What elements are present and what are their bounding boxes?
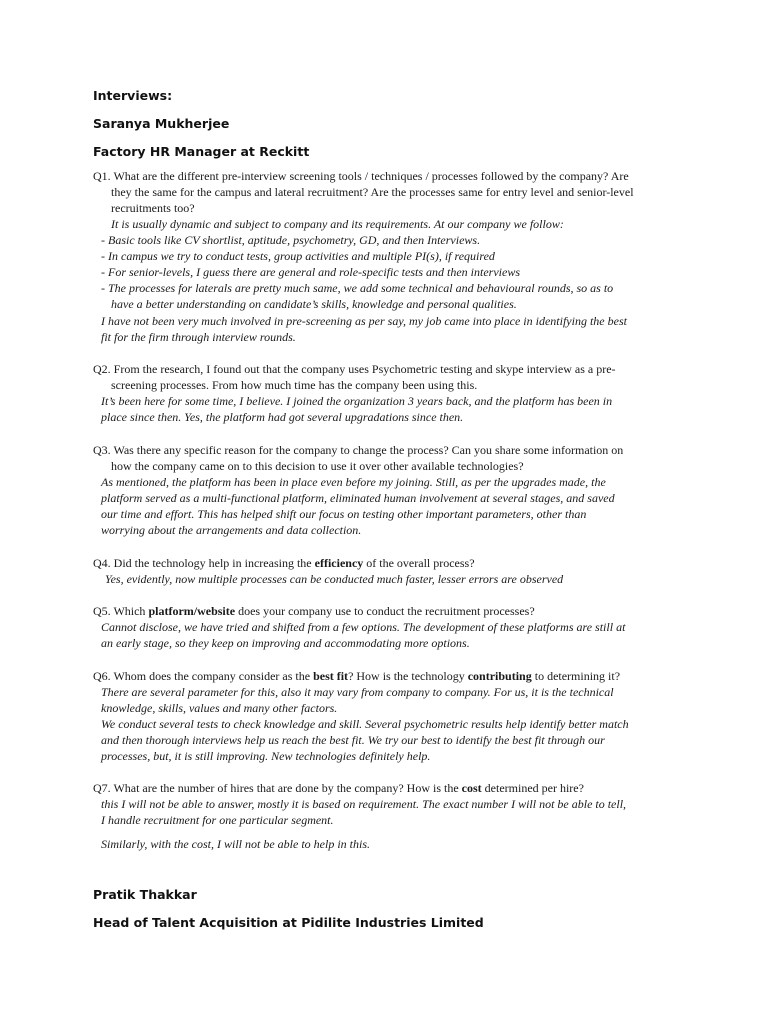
q7-question: Q7. What are the number of hires that are done by the company? How is the cost determined per hire? <box>93 781 584 795</box>
q1-answer-line: - Basic tools like CV shortlist, aptitude, psychometry, GD, and then Interviews. <box>101 233 481 247</box>
q6-answer-line: knowledge, skills, values and many other factors. <box>101 701 338 715</box>
q3-answer-line: As mentioned, the platform has been in place even before my joining. Still, as per the upgrades made, the <box>101 475 606 489</box>
q7-answer-line: Similarly, with the cost, I will not be able to help in this. <box>101 837 370 851</box>
q2-answer-line: It’s been here for some time, I believe. I joined the organization 3 years back, and the platform has been in <box>101 394 613 408</box>
q3-question-line: how the company came on to this decision to use it over other available technologies? <box>111 459 524 473</box>
q7-answer-line: this I will not be able to answer, mostly it is based on requirement. The exact number I will not be able to tell, <box>101 797 627 811</box>
q3-answer-line: our time and effort. This has helped shift our focus on testing other important parameters, other than <box>101 507 587 521</box>
q1-question-line: recruitments too? <box>111 201 195 215</box>
q1-answer-line: - The processes for laterals are pretty much same, we add some technical and behavioural rounds, so as to <box>101 281 614 295</box>
q7-answer-line: I handle recruitment for one particular segment. <box>101 813 334 827</box>
q3-answer-line: worrying about the arrangements and data collection. <box>101 523 362 537</box>
q1-question-line: they the same for the campus and lateral recruitment? Are the processes same for entry level and senior-level <box>111 185 634 199</box>
document-title: Interviews: <box>93 88 173 103</box>
q6-answer-line: processes, but, it is still improving. New technologies definitely help. <box>101 749 431 763</box>
q5-answer-line: Cannot disclose, we have tried and shifted from a few options. The development of these platforms are still at <box>101 620 626 634</box>
interviewee-role: Head of Talent Acquisition at Pidilite Industries Limited <box>93 915 484 930</box>
q1-answer-line: - In campus we try to conduct tests, group activities and multiple PI(s), if required <box>101 249 495 263</box>
q6-question: Q6. Whom does the company consider as the best fit? How is the technology contributing to determining it? <box>93 669 621 683</box>
q1-answer-line: I have not been very much involved in pre-screening as per say, my job came into place in identifying the best <box>101 314 627 328</box>
q2-question-line: screening processes. From how much time has the company been using this. <box>111 378 478 392</box>
interviewee-name: Pratik Thakkar <box>93 887 197 902</box>
q6-answer-line: There are several parameter for this, also it may vary from company to company. For us, it is the technical <box>101 685 614 699</box>
q1-answer-line: - For senior-levels, I guess there are general and role-specific tests and then interviews <box>101 265 520 279</box>
q3-answer-line: platform served as a multi-functional platform, eliminated human involvement at several stages, and saved <box>101 491 615 505</box>
q6-answer-line: and then thorough interviews help us reach the best fit. We try our best to identify the best fit through our <box>101 733 605 747</box>
q1-question-line: Q1. What are the different pre-interview screening tools / techniques / processes followed by the company? Are <box>93 169 629 183</box>
q6-answer-line: We conduct several tests to check knowledge and skill. Several psychometric results help identify better match <box>101 717 629 731</box>
interviewee-name: Saranya Mukherjee <box>93 116 230 131</box>
q5-answer-line: an early stage, so they keep on improving and accommodating more options. <box>101 636 470 650</box>
q5-question: Q5. Which platform/website does your company use to conduct the recruitment processes? <box>93 604 535 618</box>
q1-answer-line: have a better understanding on candidate’s skills, knowledge and personal qualities. <box>111 297 517 311</box>
interviewee-role: Factory HR Manager at Reckitt <box>93 144 310 159</box>
q1-answer-line: It is usually dynamic and subject to company and its requirements. At our company we follow: <box>111 217 564 231</box>
q1-answer-line: fit for the firm through interview rounds. <box>101 330 296 344</box>
q2-question-line: Q2. From the research, I found out that the company uses Psychometric testing and skype interview as a pre- <box>93 362 616 376</box>
q2-answer-line: place since then. Yes, the platform had got several upgradations since then. <box>101 410 464 424</box>
q3-question-line: Q3. Was there any specific reason for the company to change the process? Can you share some information on <box>93 443 624 457</box>
q4-answer: Yes, evidently, now multiple processes can be conducted much faster, lesser errors are observed <box>105 572 564 586</box>
q4-question: Q4. Did the technology help in increasing the efficiency of the overall process? <box>93 556 475 570</box>
